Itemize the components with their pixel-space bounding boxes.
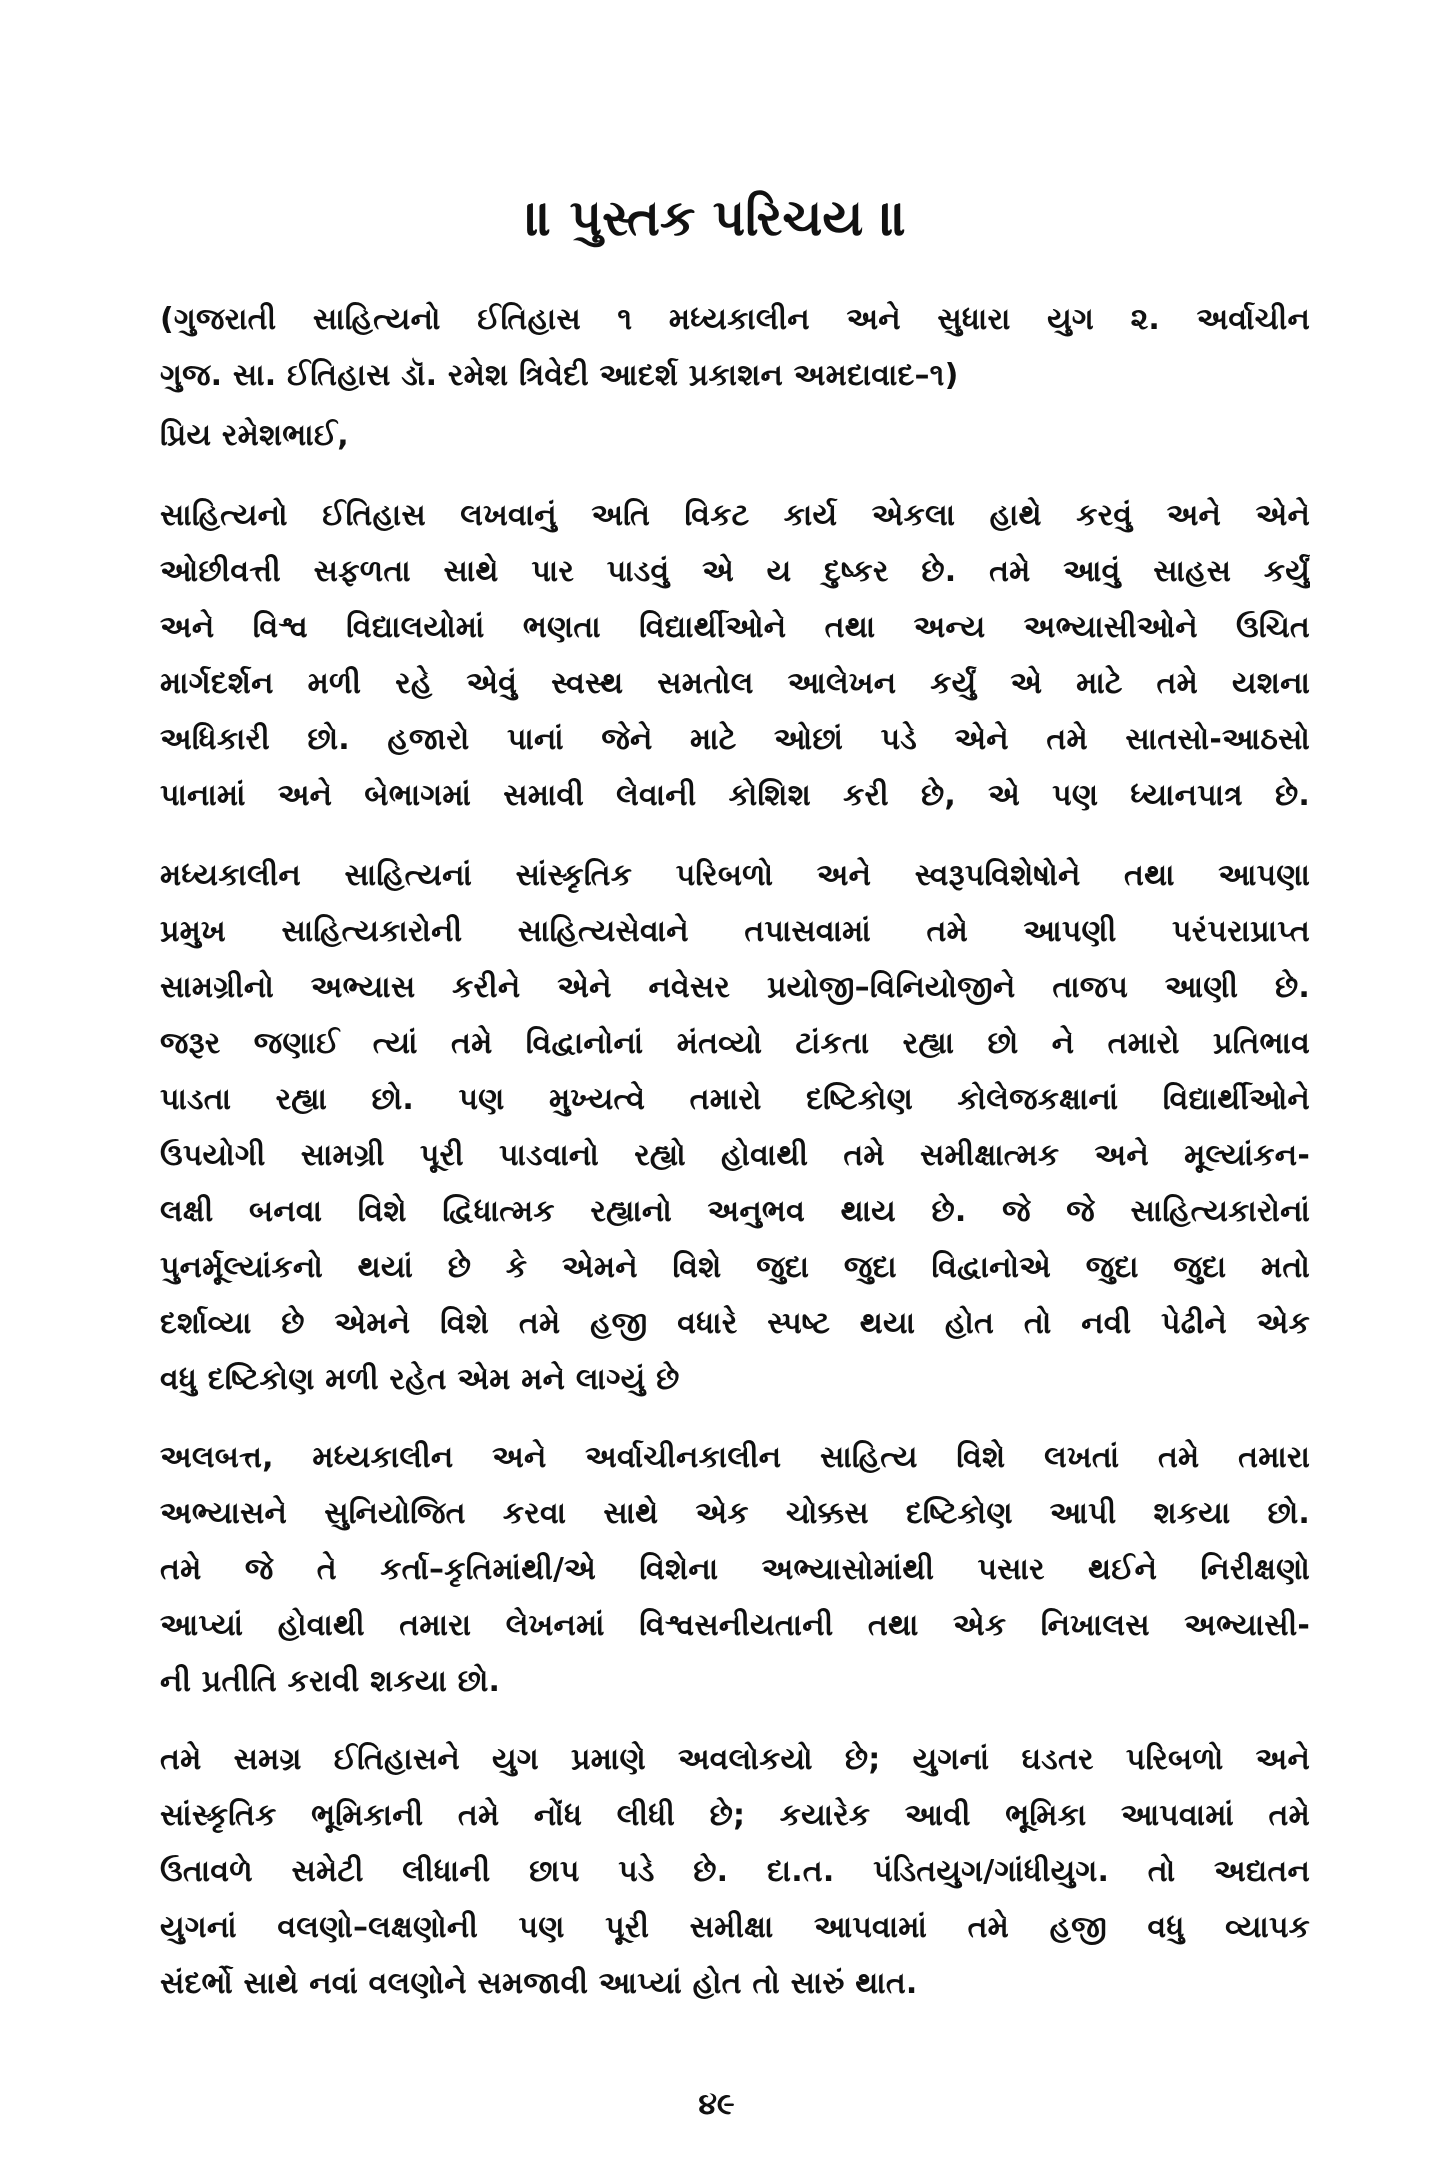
paragraph-line: તમે જે તે કર્તા–કૃતિમાંથી/એ વિશેના અભ્યાસોમાંથી પસાર થઈને નિરીક્ષણો (160, 1552, 1310, 1587)
page-number: ૪૯ (698, 2087, 735, 2122)
paragraph-line: વધુ દષ્ટિકોણ મળી રહેત એમ મને લાગ્યું છે (160, 1362, 680, 1397)
paragraph-line: જરૂર જણાઈ ત્યાં તમે વિદ્વાનોનાં મંતવ્યો ટાંકતા રહ્યા છો ને તમારો પ્રતિભાવ (160, 1026, 1310, 1061)
paragraph-line: માર્ગદર્શન મળી રહે એવું સ્વસ્થ સમતોલ આલેખન કર્યું એ માટે તમે યશના (160, 666, 1310, 701)
paragraph-2 (160, 848, 1310, 1408)
book-citation (160, 292, 1310, 404)
paragraph-4 (160, 1732, 1310, 2012)
paragraph-line: પ્રમુખ સાહિત્યકારોની સાહિત્યસેવાને તપાસવામાં તમે આપણી પરંપરાપ્રાપ્ત (160, 914, 1310, 949)
paragraph-line: અને વિશ્વ વિદ્યાલયોમાં ભણતા વિદ્યાર્થીઓને તથા અન્ય અભ્યાસીઓને ઉચિત (160, 610, 1310, 645)
page-title: ॥ પુસ્તક પરિચય ॥ (525, 189, 908, 247)
paragraph-line: ઓછીવત્તી સફળતા સાથે પાર પાડવું એ ય દુષ્કર છે. તમે આવું સાહસ કર્યું (160, 554, 1310, 589)
paragraph-line: સંદર્ભો સાથે નવાં વલણોને સમજાવી આપ્યાં હોત તો સારું થાત. (160, 1966, 918, 2001)
paragraph-line: અલબત્ત, મધ્યકાલીન અને અર્વાચીનકાલીન સાહિત્ય વિશે લખતાં તમે તમારા (160, 1440, 1310, 1475)
paragraph-line: સાંસ્કૃતિક ભૂમિકાની તમે નોંધ લીધી છે; કયારેક આવી ભૂમિકા આપવામાં તમે (160, 1798, 1310, 1833)
salutation-block (160, 408, 1310, 464)
paragraph-line: દર્શાવ્યા છે એમને વિશે તમે હજી વધારે સ્પષ્ટ થયા હોત તો નવી પેઢીને એક (160, 1306, 1310, 1341)
citation-line: ગુજ. સા. ઈતિહાસ ડૉ. રમેશ ત્રિવેદી આદર્શ પ્રકાશન અમદાવાદ–૧) (160, 358, 959, 393)
salutation: પ્રિય રમેશભાઈ, (160, 418, 349, 453)
paragraph-line: ઉપયોગી સામગ્રી પૂરી પાડવાનો રહ્યો હોવાથી તમે સમીક્ષાત્મક અને મૂલ્યાંકન- (160, 1138, 1310, 1173)
paragraph-line: ઉતાવળે સમેટી લીધાની છાપ પડે છે. દા.ત. પંડિતયુગ/ગાંધીયુગ. તો અદ્યતન (160, 1854, 1310, 1889)
paragraph-line: અભ્યાસને સુનિયોજિત કરવા સાથે એક ચોક્કસ દષ્ટિકોણ આપી શકયા છો. (160, 1496, 1310, 1531)
paragraph-line: તમે સમગ્ર ઈતિહાસને યુગ પ્રમાણે અવલોકયો છે; યુગનાં ઘડતર પરિબળો અને (160, 1742, 1310, 1777)
paragraph-line: લક્ષી બનવા વિશે દ્વિધાત્મક રહ્યાનો અનુભવ થાય છે. જે જે સાહિત્યકારોનાં (160, 1194, 1310, 1229)
paragraph-line: સામગ્રીનો અભ્યાસ કરીને એને નવેસર પ્રયોજી–વિનિયોજીને તાજપ આણી છે. (160, 970, 1310, 1005)
paragraph-line: પુનર્મૂલ્યાંકનો થયાં છે કે એમને વિશે જુદા જુદા વિદ્વાનોએ જુદા જુદા મતો (160, 1250, 1310, 1285)
paragraph-line: સાહિત્યનો ઈતિહાસ લખવાનું અતિ વિકટ કાર્ય એકલા હાથે કરવું અને એને (160, 498, 1310, 533)
paragraph-line: અધિકારી છો. હજારો પાનાં જેને માટે ઓછાં પડે એને તમે સાતસો-આઠસો (160, 722, 1310, 757)
paragraph-line: પાડતા રહ્યા છો. પણ મુખ્યત્વે તમારો દષ્ટિકોણ કોલેજકક્ષાનાં વિદ્યાર્થીઓને (160, 1082, 1310, 1117)
paragraph-line: આપ્યાં હોવાથી તમારા લેખનમાં વિશ્વસનીયતાની તથા એક નિખાલસ અભ્યાસી- (160, 1608, 1310, 1643)
paragraph-line: યુગનાં વલણો–લક્ષણોની પણ પૂરી સમીક્ષા આપવામાં તમે હજી વધુ વ્યાપક (160, 1910, 1310, 1945)
paragraph-line: ની પ્રતીતિ કરાવી શકયા છો. (160, 1664, 501, 1699)
paragraph-line: મધ્યકાલીન સાહિત્યનાં સાંસ્કૃતિક પરિબળો અને સ્વરૂપવિશેષોને તથા આપણા (160, 858, 1310, 893)
citation-line: (ગુજરાતી સાહિત્યનો ઈતિહાસ ૧ મધ્યકાલીન અને સુધારા યુગ ૨. અર્વાચીન (160, 302, 1310, 337)
paragraph-line: પાનામાં અને બેભાગમાં સમાવી લેવાની કોશિશ કરી છે, એ પણ ધ્યાનપાત્ર છે. (160, 778, 1310, 813)
paragraph-3 (160, 1430, 1310, 1710)
paragraph-1 (160, 488, 1310, 824)
